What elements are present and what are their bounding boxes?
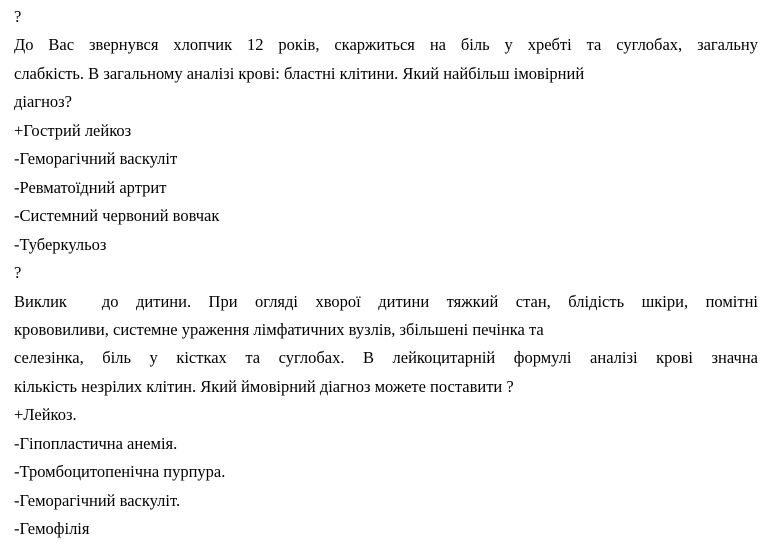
answer-option: -Тромбоцитопенічна пурпура. (14, 462, 226, 482)
question-block (14, 259, 758, 544)
answer-options (14, 117, 758, 259)
question-text-line: Виклик до дитини. При огляді хворої дитини тяжкий стан, блідість шкіри, помітні (14, 291, 758, 311)
answer-option: -Ревматоїдний артрит (14, 177, 167, 197)
question-text-line: До Вас звернувся хлопчик 12 років, скаржиться на біль у хребті та суглобах, загальну (14, 35, 758, 55)
question-text-line: кількість незрілих клітин. Який ймовірний діагноз можете поставити ? (14, 376, 514, 396)
answer-option: -Туберкульоз (14, 234, 107, 254)
question-text-line: слабкість. В загальному аналізі крові: бластні клітини. Який найбільш імовірний (14, 63, 585, 83)
question-marker-2: ? (14, 263, 22, 283)
answer-option: -Геморагічний васкуліт. (14, 490, 181, 510)
question-text-line: крововиливи, системне ураження лімфатичних вузлів, збільшені печінка та (14, 319, 544, 339)
question-block (14, 3, 758, 259)
answer-option-correct: +Гострий лейкоз (14, 120, 132, 140)
answer-option: -Системний червоний вовчак (14, 206, 220, 226)
question-text-line: селезінка, біль у кістках та суглобах. В лейкоцитарній формулі аналізі крові значна (14, 348, 758, 368)
answer-option-correct: +Лейкоз. (14, 405, 77, 425)
answer-option: -Геморагічний васкуліт (14, 149, 178, 169)
answer-option: -Гіпопластична анемія. (14, 433, 178, 453)
question-body (14, 288, 758, 402)
answer-option: -Гемофілія (14, 519, 90, 539)
question-text-line: діагноз? (14, 92, 72, 112)
question-body (14, 31, 758, 116)
question-marker-1: ? (14, 7, 22, 26)
answer-options (14, 401, 758, 543)
